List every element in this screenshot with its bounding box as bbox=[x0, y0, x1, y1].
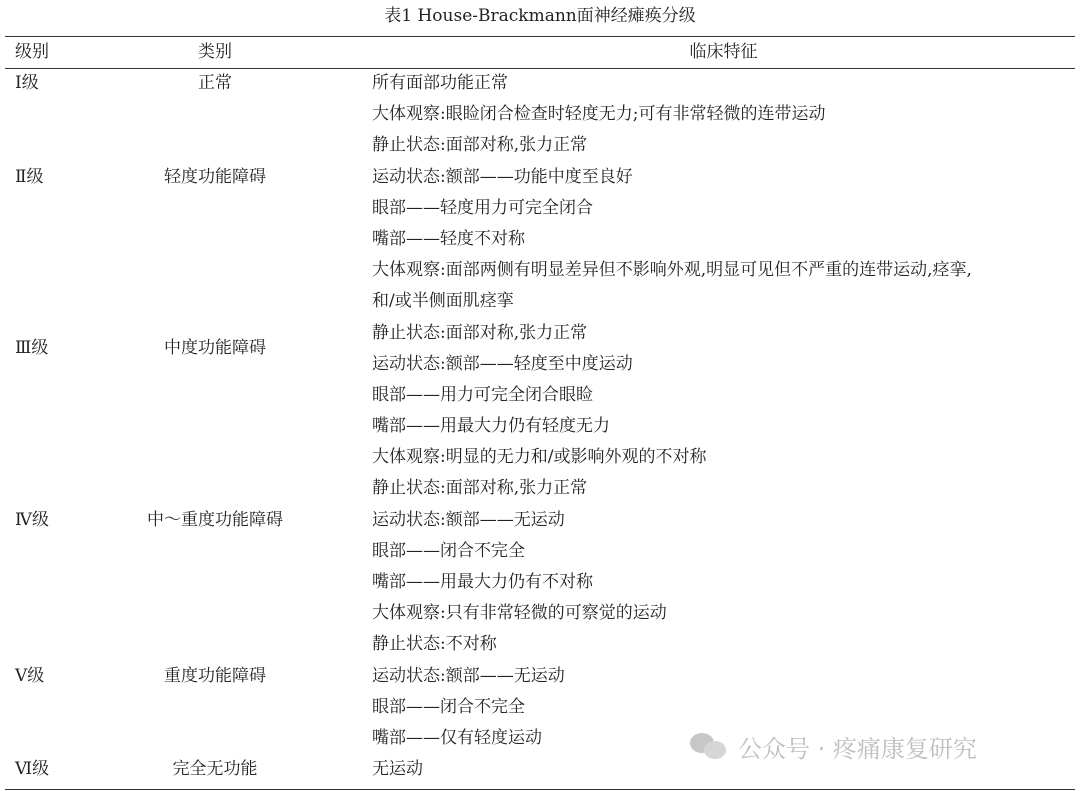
feature-line: 嘴部——轻度不对称 bbox=[372, 228, 525, 249]
feature-line: 大体观察:眼睑闭合检查时轻度无力;可有非常轻微的连带运动 bbox=[372, 104, 826, 125]
category-cell: 中度功能障碍 bbox=[164, 338, 266, 359]
table-row bbox=[0, 598, 1080, 754]
header-grade: 级别 bbox=[15, 42, 49, 62]
feature-line: 眼部——轻度用力可完全闭合 bbox=[372, 197, 593, 218]
top-rule bbox=[5, 36, 1075, 37]
table-row bbox=[0, 99, 1080, 255]
feature-line: 眼部——闭合不完全 bbox=[372, 696, 525, 717]
feature-line: 大体观察:只有非常轻微的可察觉的运动 bbox=[372, 603, 667, 624]
feature-line: 嘴部——用最大力仍有不对称 bbox=[372, 572, 593, 592]
category-cell: 重度功能障碍 bbox=[164, 665, 266, 686]
feature-line: 运动状态:额部——轻度至中度运动 bbox=[372, 353, 633, 374]
feature-line: 运动状态:额部——无运动 bbox=[372, 509, 565, 530]
feature-line: 静止状态:不对称 bbox=[372, 634, 497, 655]
grade-cell: Ⅳ级 bbox=[15, 509, 49, 530]
header-category: 类别 bbox=[198, 42, 232, 62]
bottom-rule bbox=[5, 789, 1075, 790]
features-cell bbox=[372, 754, 1075, 785]
feature-line: 运动状态:额部——功能中度至良好 bbox=[372, 166, 633, 187]
feature-line: 静止状态:面部对称,张力正常 bbox=[372, 135, 588, 156]
category-cell: 完全无功能 bbox=[172, 759, 258, 780]
features-cell bbox=[372, 255, 1075, 442]
feature-line: 静止状态:面部对称,张力正常 bbox=[372, 478, 588, 499]
feature-line: 大体观察:面部两侧有明显差异但不影响外观,明显可见但不严重的连带运动,痉挛, bbox=[372, 260, 972, 281]
header-features: 临床特征 bbox=[689, 42, 758, 62]
feature-line: 静止状态:面部对称,张力正常 bbox=[372, 322, 588, 343]
table-row bbox=[0, 754, 1080, 785]
table-caption: 表1 House-Brackmann面神经瘫痪分级 bbox=[384, 6, 696, 26]
category-cell: 中～重度功能障碍 bbox=[147, 509, 283, 530]
category-cell: 轻度功能障碍 bbox=[164, 166, 266, 187]
grade-cell: Ⅵ级 bbox=[15, 759, 50, 780]
feature-line: 无运动 bbox=[372, 759, 423, 780]
watermark-text: 公众号 · 疼痛康复研究 bbox=[738, 734, 977, 763]
table-row bbox=[0, 68, 1080, 99]
feature-line: 眼部——用力可完全闭合眼睑 bbox=[372, 384, 593, 405]
feature-line: 眼部——闭合不完全 bbox=[372, 540, 525, 561]
table-row bbox=[0, 442, 1080, 598]
table-row bbox=[0, 255, 1080, 442]
feature-line: 嘴部——仅有轻度运动 bbox=[372, 727, 542, 748]
grade-cell: Ⅲ级 bbox=[15, 338, 49, 359]
feature-line: 和/或半侧面肌痉挛 bbox=[372, 291, 514, 312]
feature-line: 所有面部功能正常 bbox=[372, 73, 508, 93]
features-cell bbox=[372, 99, 1075, 255]
feature-line: 运动状态:额部——无运动 bbox=[372, 665, 565, 686]
table-body bbox=[0, 68, 1080, 785]
grade-cell: Ⅴ级 bbox=[15, 665, 45, 686]
grade-cell: Ⅱ级 bbox=[15, 166, 44, 187]
feature-line: 嘴部——用最大力仍有轻度无力 bbox=[372, 416, 610, 437]
features-cell bbox=[372, 598, 1075, 754]
grade-cell: Ⅰ级 bbox=[15, 73, 39, 93]
category-cell: 正常 bbox=[198, 73, 232, 93]
feature-line: 大体观察:明显的无力和/或影响外观的不对称 bbox=[372, 447, 707, 468]
features-cell bbox=[372, 68, 1075, 99]
features-cell bbox=[372, 442, 1075, 598]
